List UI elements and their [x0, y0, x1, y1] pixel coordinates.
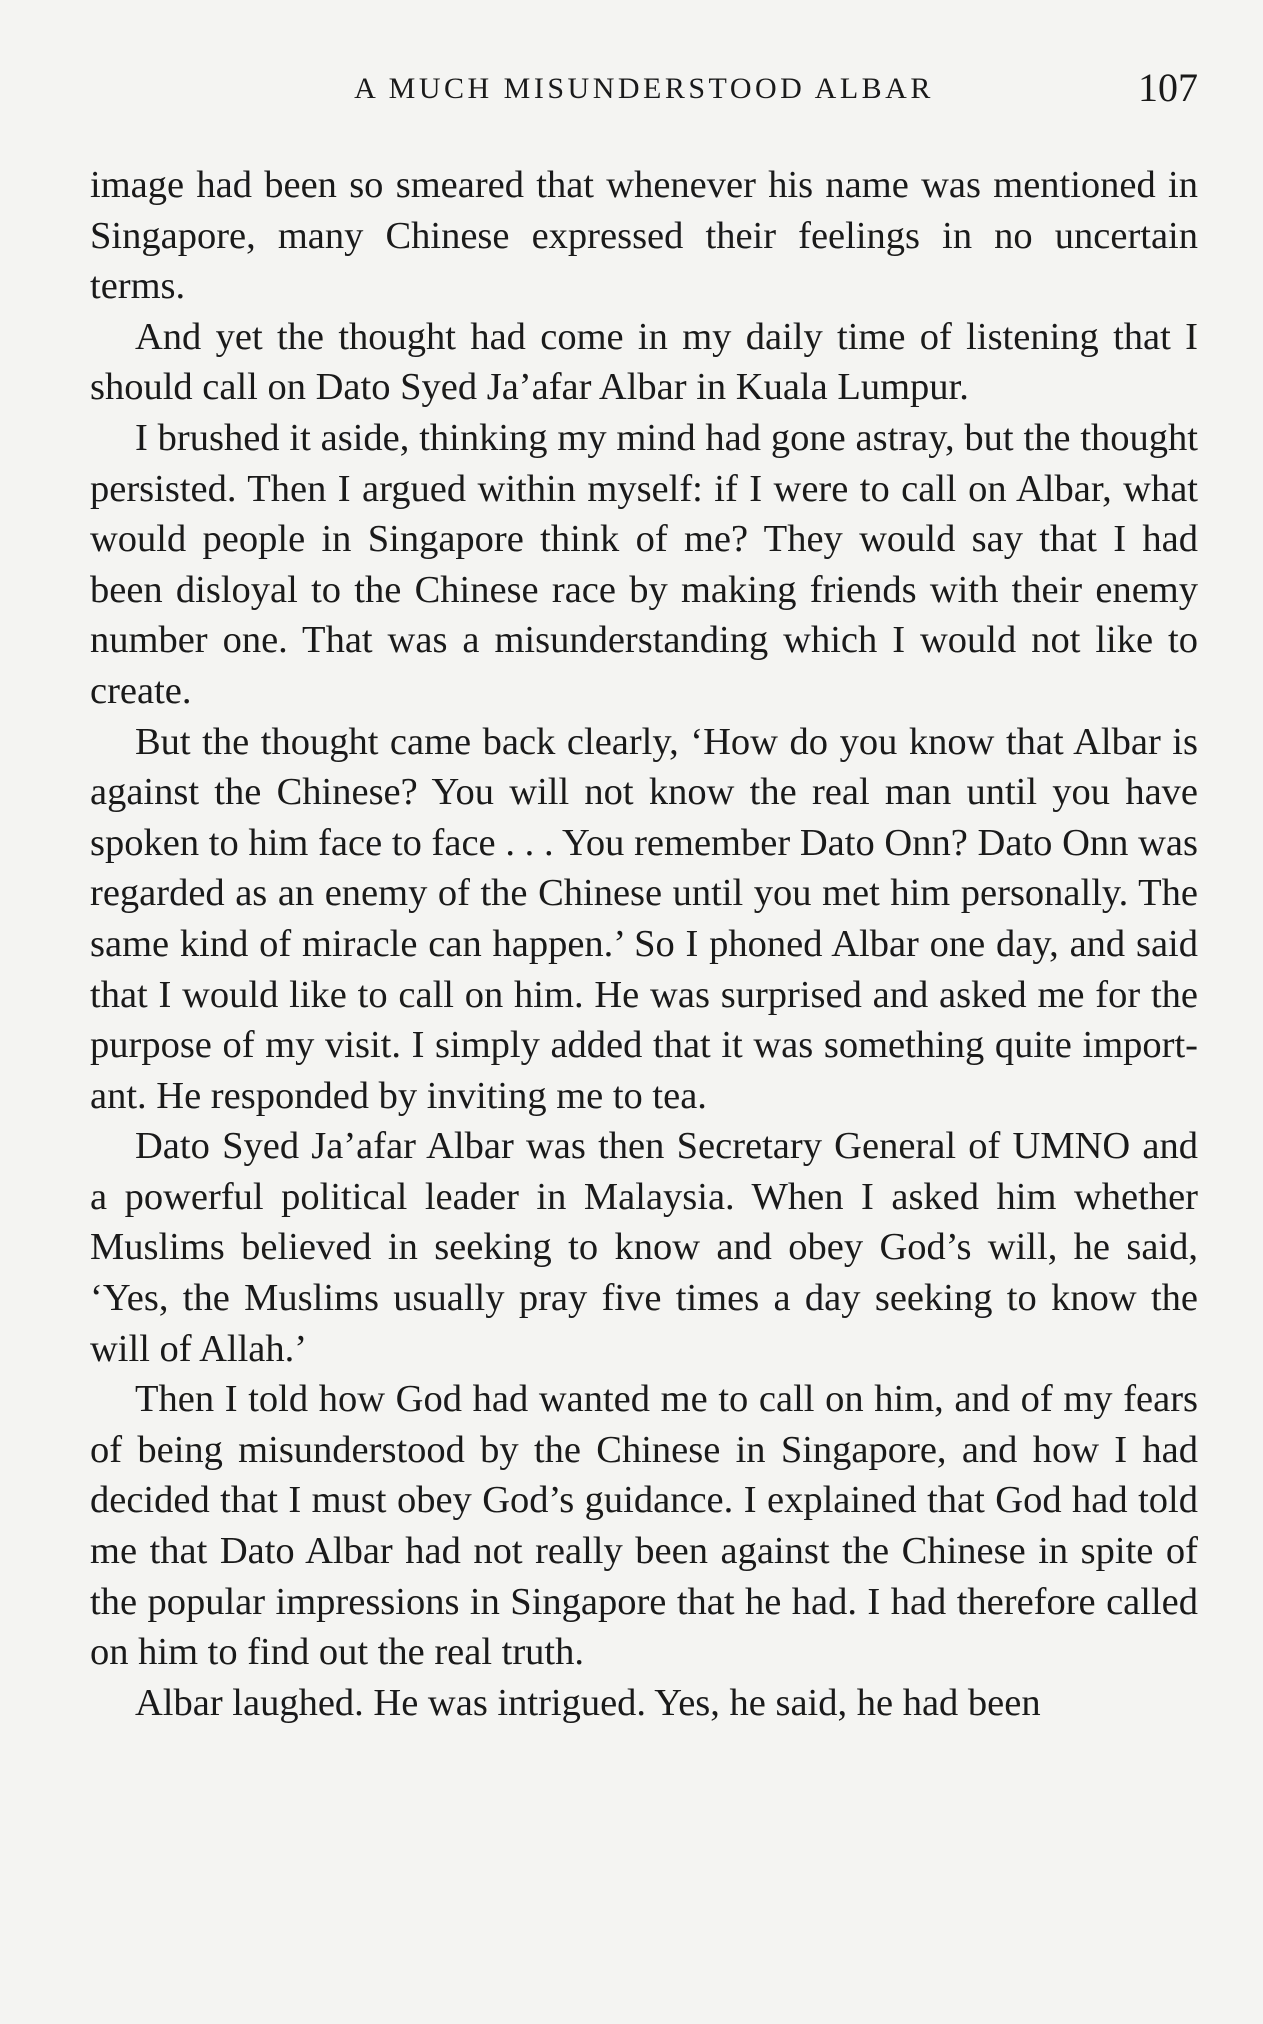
paragraph: Then I told how God had wanted me to call on him, and of my fears of being misunderstood by the Chinese in Singapore, and how I had decided that I must obey God’s guidance. I explained that God had told me that Dato Albar had not really been against the Chinese in spite of the popular impressions in Singapore that he had. I had therefore called on him to find out the real truth. — [90, 1378, 1198, 1674]
paragraph: Dato Syed Ja’afar Albar was then Secretary General of UMNO and a powerful political leader in Malaysia. When I asked him whether Muslims believed in seeking to know and obey God’s will, he said, ‘Yes, the Muslims usually pray five times a day seeking to know the will of Allah.’ — [90, 1125, 1198, 1370]
body-text — [90, 160, 1198, 1728]
paragraph: But the thought came back clearly, ‘How do you know that Albar is against the Chinese? You will not know the real man until you have spoken to him face to face . . . You remember Dato Onn? Dato Onn was regarded as an enemy of the Chinese until you met him personally. The same kind of miracle can happen.’ So I phoned Albar one day, and said that I would like to call on him. He was surprised and asked me for the purpose of my visit. I simply added that it was something quite important. He responded by inviting me to tea. — [90, 720, 1198, 1117]
paragraph: Albar laughed. He was intrigued. Yes, he said, he had been — [135, 1681, 1041, 1724]
running-head — [90, 64, 1198, 114]
page-number: 107 — [1138, 65, 1198, 110]
paragraph-continued: image had been so smeared that whenever his name was mentioned in Singapore, many Chinese expressed their feelings in no uncertain terms. — [90, 164, 1198, 308]
paragraph: And yet the thought had come in my daily time of listening that I should call on Dato Syed Ja’afar Albar in Kuala Lumpur. — [90, 315, 1198, 409]
running-title: A MUCH MISUNDERSTOOD ALBAR — [354, 72, 934, 105]
paragraph: I brushed it aside, thinking my mind had gone astray, but the thought persisted. Then I argued within myself: if I were to call on Albar, what would people in Singapore think of me? They would say that I had been disloyal to the Chinese race by making friends with their enemy number one. That was a misunderstanding which I would not like to create. — [90, 416, 1198, 712]
